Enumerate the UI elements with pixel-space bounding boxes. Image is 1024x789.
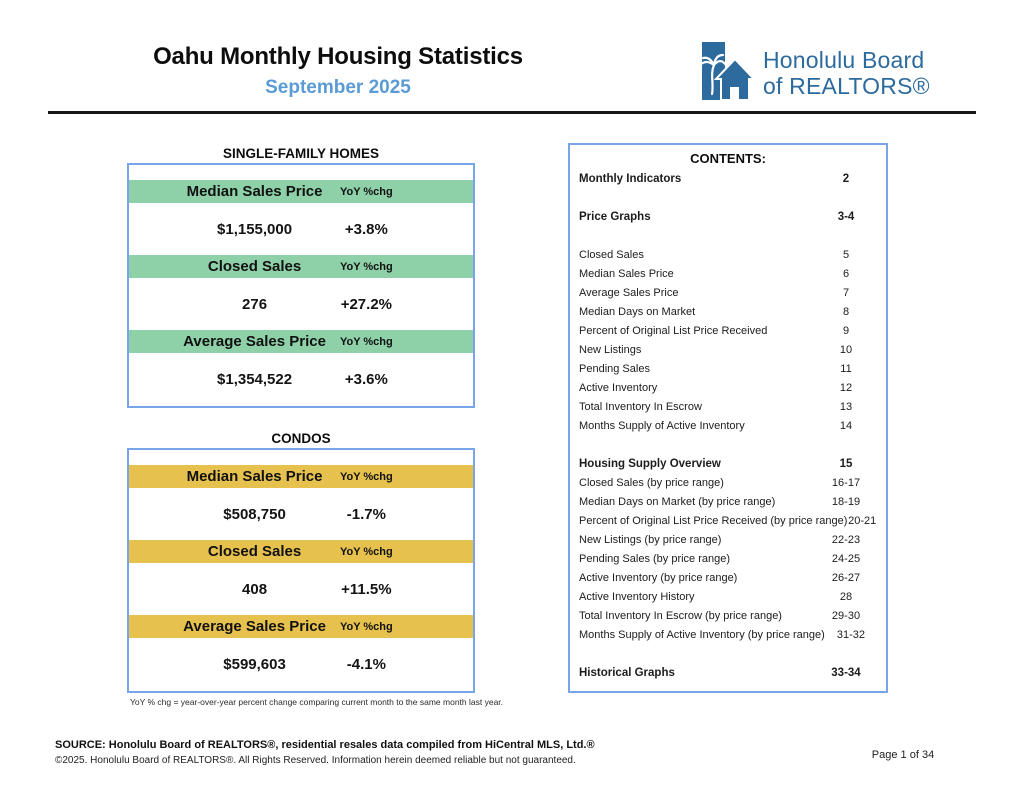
contents-entry bbox=[579, 340, 877, 359]
condo-section-heading: CONDOS bbox=[271, 431, 331, 446]
contents-entry-page: 11 bbox=[840, 362, 852, 375]
contents-entry bbox=[579, 264, 877, 283]
contents-entry bbox=[579, 378, 877, 397]
stat-value: $508,750 bbox=[223, 505, 286, 523]
stat-value-row bbox=[129, 353, 473, 405]
contents-entry bbox=[579, 359, 877, 378]
contents-entry-page: 33-34 bbox=[831, 666, 861, 679]
contents-entry bbox=[579, 530, 877, 549]
org-logo bbox=[698, 42, 930, 104]
sfh-section-heading: SINGLE-FAMILY HOMES bbox=[222, 146, 380, 161]
contents-entry-label: Closed Sales bbox=[579, 248, 644, 261]
contents-entry-label: New Listings (by price range) bbox=[579, 533, 722, 546]
contents-entry bbox=[579, 169, 877, 188]
stat-metric-label: Average Sales Price bbox=[183, 333, 326, 350]
contents-entry-page: 9 bbox=[842, 324, 850, 337]
yoy-chg-label: YoY %chg bbox=[339, 185, 393, 198]
contents-entry-page: 31-32 bbox=[836, 628, 865, 641]
contents-entry-page: 10 bbox=[839, 343, 853, 356]
contents-entry-label: Price Graphs bbox=[579, 210, 651, 223]
stat-header-band bbox=[129, 540, 473, 563]
contents-entry-label: Total Inventory In Escrow bbox=[579, 400, 702, 413]
stat-header-band bbox=[129, 330, 473, 353]
yoy-chg-label: YoY %chg bbox=[339, 470, 393, 483]
stat-yoy-change: -4.1% bbox=[346, 655, 386, 673]
contents-entry bbox=[579, 321, 877, 340]
contents-entry-page: 2 bbox=[842, 172, 850, 185]
contents-entry bbox=[579, 663, 877, 682]
copyright-line: ©2025. Honolulu Board of REALTORS®. All Rights Reserved. Information herein deemed reliable but not guaranteed. bbox=[55, 755, 576, 766]
contents-entry-label: Months Supply of Active Inventory (by price range) bbox=[579, 628, 825, 641]
stat-value-row bbox=[129, 563, 473, 615]
contents-entry-label: Closed Sales (by price range) bbox=[579, 476, 724, 489]
contents-entry-label: Average Sales Price bbox=[579, 286, 679, 299]
contents-entry-label: Total Inventory In Escrow (by price range) bbox=[579, 609, 782, 622]
header-divider bbox=[48, 111, 976, 114]
contents-entry-page: 8 bbox=[842, 305, 850, 318]
stat-yoy-change: +27.2% bbox=[340, 295, 392, 313]
stat-metric-label: Median Sales Price bbox=[186, 468, 323, 485]
contents-entry-page: 13 bbox=[839, 400, 853, 413]
stat-header-band bbox=[129, 465, 473, 488]
contents-entry bbox=[579, 283, 877, 302]
contents-entry-page: 18-19 bbox=[831, 495, 861, 508]
stat-yoy-change: +3.6% bbox=[344, 370, 388, 388]
contents-entry bbox=[579, 606, 877, 625]
contents-entry-label: Pending Sales bbox=[579, 362, 650, 375]
sfh-stats-table bbox=[127, 163, 475, 408]
contents-entry bbox=[579, 397, 877, 416]
contents-entry-page: 12 bbox=[839, 381, 853, 394]
contents-entry-page: 22-23 bbox=[831, 533, 861, 546]
title-block bbox=[48, 42, 628, 100]
contents-entry-label: Monthly Indicators bbox=[579, 172, 682, 185]
stat-metric-label: Closed Sales bbox=[207, 543, 302, 560]
contents-entry-label: Median Days on Market bbox=[579, 305, 696, 318]
contents-entry bbox=[579, 549, 877, 568]
stat-value: 408 bbox=[242, 580, 268, 598]
contents-entry-page: 5 bbox=[842, 248, 850, 261]
source-line: SOURCE: Honolulu Board of REALTORS®, residential resales data compiled from HiCentral MLS, Ltd.® bbox=[55, 739, 595, 751]
contents-box bbox=[568, 143, 888, 693]
contents-entry bbox=[579, 245, 877, 264]
stat-value-row bbox=[129, 638, 473, 690]
org-name-line2: of REALTORS® bbox=[763, 73, 930, 99]
stat-section bbox=[129, 180, 473, 255]
contents-entry-label: Median Days on Market (by price range) bbox=[579, 495, 776, 508]
stat-metric-label: Closed Sales bbox=[207, 258, 302, 275]
stat-value-row bbox=[129, 203, 473, 255]
contents-entry bbox=[579, 587, 877, 606]
contents-entry-page: 28 bbox=[839, 590, 853, 603]
contents-entry-label: Months Supply of Active Inventory bbox=[579, 419, 745, 432]
stat-yoy-change: +3.8% bbox=[344, 220, 388, 238]
stat-header-band bbox=[129, 255, 473, 278]
contents-heading: CONTENTS: bbox=[690, 151, 766, 166]
org-name-line1: Honolulu Board bbox=[763, 47, 925, 73]
stat-yoy-change: +11.5% bbox=[341, 580, 392, 598]
stat-header-band bbox=[129, 180, 473, 203]
contents-entry-page: 6 bbox=[842, 267, 850, 280]
condo-stats-table bbox=[127, 448, 475, 693]
contents-entry bbox=[579, 302, 877, 321]
contents-entry-page: 7 bbox=[842, 286, 850, 299]
stat-yoy-change: -1.7% bbox=[346, 505, 386, 523]
contents-entry bbox=[579, 454, 877, 473]
yoy-chg-label: YoY %chg bbox=[339, 620, 393, 633]
contents-entry bbox=[579, 473, 877, 492]
contents-entry-label: Pending Sales (by price range) bbox=[579, 552, 731, 565]
contents-entry-label: Active Inventory History bbox=[579, 590, 695, 603]
stat-value-row bbox=[129, 278, 473, 330]
contents-entry-label: Percent of Original List Price Received (by price range) bbox=[579, 514, 848, 527]
contents-entry bbox=[579, 625, 877, 644]
contents-entry bbox=[579, 511, 877, 530]
contents-entry-page: 26-27 bbox=[831, 571, 861, 584]
contents-entry-label: Median Sales Price bbox=[579, 267, 674, 280]
contents-entry bbox=[579, 207, 877, 226]
palm-tree-house-icon bbox=[698, 42, 754, 104]
contents-entry-label: Active Inventory (by price range) bbox=[579, 571, 738, 584]
stat-metric-label: Average Sales Price bbox=[183, 618, 326, 635]
stat-value: $1,354,522 bbox=[217, 370, 293, 388]
contents-entry-label: Housing Supply Overview bbox=[579, 457, 721, 470]
contents-entry-label: New Listings bbox=[579, 343, 642, 356]
stat-section bbox=[129, 615, 473, 690]
contents-list bbox=[579, 169, 877, 682]
stat-section bbox=[129, 465, 473, 540]
stat-value-row bbox=[129, 488, 473, 540]
contents-entry-label: Active Inventory bbox=[579, 381, 658, 394]
contents-entry-label: Historical Graphs bbox=[579, 666, 675, 679]
contents-entry bbox=[579, 416, 877, 435]
yoy-chg-label: YoY %chg bbox=[339, 545, 393, 558]
org-name bbox=[763, 42, 930, 99]
yoy-footnote: YoY % chg = year-over-year percent change comparing current month to the same month last year. bbox=[130, 697, 504, 707]
stat-value: $1,155,000 bbox=[217, 220, 293, 238]
report-month: September 2025 bbox=[265, 77, 411, 98]
stat-header-band bbox=[129, 615, 473, 638]
yoy-chg-label: YoY %chg bbox=[339, 260, 393, 273]
yoy-chg-label: YoY %chg bbox=[339, 335, 393, 348]
stat-value: $599,603 bbox=[223, 655, 286, 673]
stat-value: 276 bbox=[242, 295, 268, 313]
stat-section bbox=[129, 330, 473, 405]
contents-entry bbox=[579, 568, 877, 587]
stat-section bbox=[129, 255, 473, 330]
page-number: Page 1 of 34 bbox=[871, 749, 935, 761]
stat-metric-label: Median Sales Price bbox=[186, 183, 323, 200]
contents-entry-page: 20-21 bbox=[848, 514, 877, 527]
contents-entry-label: Percent of Original List Price Received bbox=[579, 324, 768, 337]
contents-entry-page: 15 bbox=[839, 457, 853, 470]
page-title: Oahu Monthly Housing Statistics bbox=[153, 43, 523, 70]
contents-entry-page: 29-30 bbox=[831, 609, 861, 622]
contents-entry-page: 3-4 bbox=[837, 210, 855, 223]
contents-entry-page: 16-17 bbox=[831, 476, 861, 489]
stat-section bbox=[129, 540, 473, 615]
contents-entry-page: 14 bbox=[839, 419, 853, 432]
contents-entry bbox=[579, 492, 877, 511]
contents-entry-page: 24-25 bbox=[831, 552, 861, 565]
